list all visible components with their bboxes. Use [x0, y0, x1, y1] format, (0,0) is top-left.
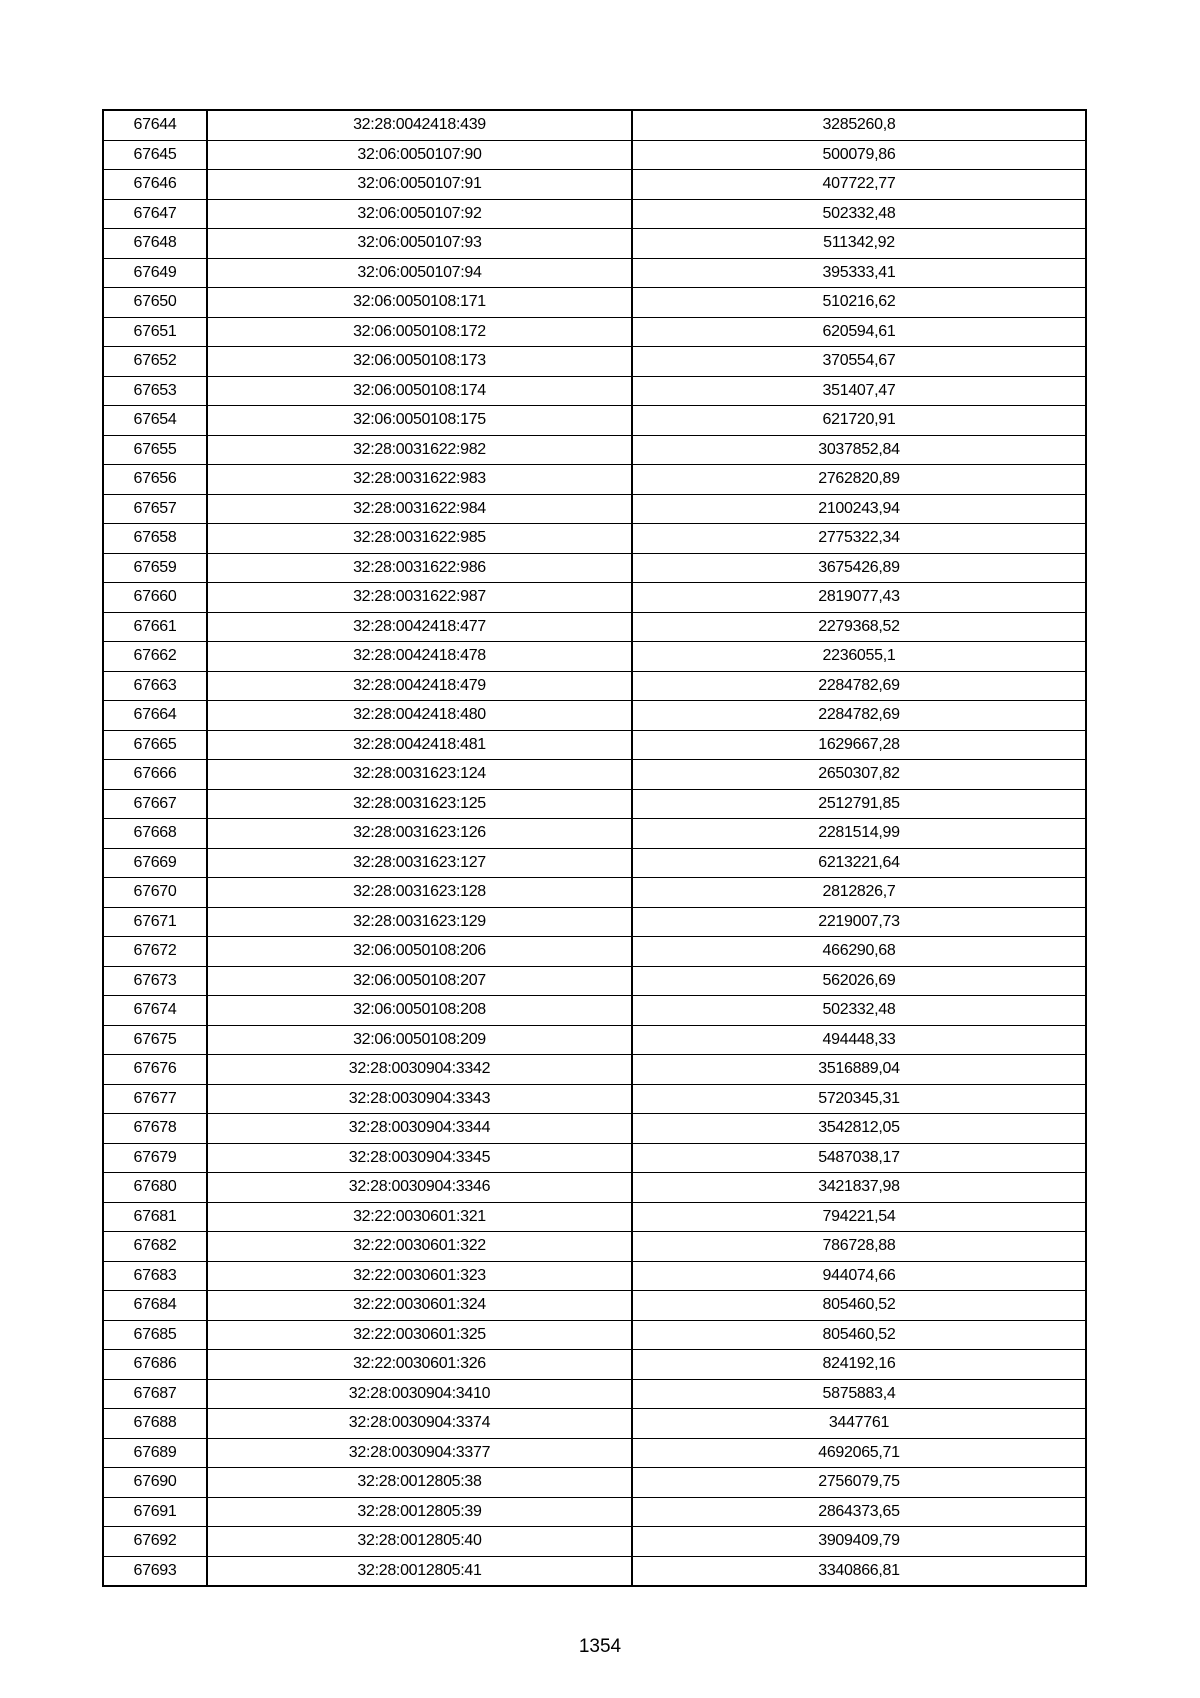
- row-number-cell: 67653: [103, 376, 207, 406]
- value-cell: 3421837,98: [632, 1173, 1086, 1203]
- table-row: [103, 376, 1086, 406]
- table-row: [103, 789, 1086, 819]
- value-cell: 351407,47: [632, 376, 1086, 406]
- row-number-cell: 67685: [103, 1320, 207, 1350]
- table-row: [103, 878, 1086, 908]
- value-cell: 2284782,69: [632, 701, 1086, 731]
- row-number-cell: 67671: [103, 907, 207, 937]
- table-row: [103, 848, 1086, 878]
- table-row: [103, 1379, 1086, 1409]
- cadastral-number-cell: 32:28:0030904:3410: [207, 1379, 632, 1409]
- table-row: [103, 612, 1086, 642]
- row-number-cell: 67654: [103, 406, 207, 436]
- cadastral-number-cell: 32:28:0030904:3374: [207, 1409, 632, 1439]
- row-number-cell: 67668: [103, 819, 207, 849]
- cadastral-number-cell: 32:28:0031623:128: [207, 878, 632, 908]
- cadastral-number-cell: 32:06:0050107:92: [207, 199, 632, 229]
- cadastral-number-cell: 32:28:0031623:129: [207, 907, 632, 937]
- value-cell: 805460,52: [632, 1320, 1086, 1350]
- cadastral-number-cell: 32:22:0030601:325: [207, 1320, 632, 1350]
- cadastral-number-cell: 32:28:0012805:38: [207, 1468, 632, 1498]
- table-row: [103, 110, 1086, 140]
- table-row: [103, 671, 1086, 701]
- row-number-cell: 67657: [103, 494, 207, 524]
- cadastral-number-cell: 32:28:0030904:3344: [207, 1114, 632, 1144]
- value-cell: 5720345,31: [632, 1084, 1086, 1114]
- value-cell: 2756079,75: [632, 1468, 1086, 1498]
- row-number-cell: 67684: [103, 1291, 207, 1321]
- row-number-cell: 67677: [103, 1084, 207, 1114]
- value-cell: 3675426,89: [632, 553, 1086, 583]
- cadastral-number-cell: 32:06:0050108:173: [207, 347, 632, 377]
- table-row: [103, 996, 1086, 1026]
- value-cell: 2236055,1: [632, 642, 1086, 672]
- table-row: [103, 1114, 1086, 1144]
- value-cell: 510216,62: [632, 288, 1086, 318]
- table-row: [103, 1320, 1086, 1350]
- value-cell: 2819077,43: [632, 583, 1086, 613]
- cadastral-number-cell: 32:06:0050108:209: [207, 1025, 632, 1055]
- table-body: [103, 110, 1086, 1586]
- table-row: [103, 583, 1086, 613]
- table-row: [103, 1468, 1086, 1498]
- table-row: [103, 1291, 1086, 1321]
- row-number-cell: 67646: [103, 170, 207, 200]
- table-row: [103, 288, 1086, 318]
- cadastral-number-cell: 32:28:0030904:3343: [207, 1084, 632, 1114]
- row-number-cell: 67688: [103, 1409, 207, 1439]
- table-row: [103, 1055, 1086, 1085]
- row-number-cell: 67660: [103, 583, 207, 613]
- table-row: [103, 701, 1086, 731]
- value-cell: 794221,54: [632, 1202, 1086, 1232]
- cadastral-number-cell: 32:28:0031623:125: [207, 789, 632, 819]
- table-row: [103, 199, 1086, 229]
- cadastral-number-cell: 32:22:0030601:324: [207, 1291, 632, 1321]
- cadastral-number-cell: 32:28:0042418:477: [207, 612, 632, 642]
- table-row: [103, 1409, 1086, 1439]
- cadastral-number-cell: 32:06:0050107:94: [207, 258, 632, 288]
- value-cell: 370554,67: [632, 347, 1086, 377]
- cadastral-number-cell: 32:28:0031623:127: [207, 848, 632, 878]
- cadastral-number-cell: 32:22:0030601:323: [207, 1261, 632, 1291]
- table-row: [103, 1202, 1086, 1232]
- cadastral-number-cell: 32:28:0030904:3346: [207, 1173, 632, 1203]
- table-row: [103, 907, 1086, 937]
- table-row: [103, 1025, 1086, 1055]
- row-number-cell: 67693: [103, 1556, 207, 1586]
- row-number-cell: 67672: [103, 937, 207, 967]
- value-cell: 5875883,4: [632, 1379, 1086, 1409]
- cadastral-number-cell: 32:28:0030904:3342: [207, 1055, 632, 1085]
- row-number-cell: 67650: [103, 288, 207, 318]
- row-number-cell: 67664: [103, 701, 207, 731]
- table-row: [103, 937, 1086, 967]
- row-number-cell: 67656: [103, 465, 207, 495]
- value-cell: 407722,77: [632, 170, 1086, 200]
- row-number-cell: 67686: [103, 1350, 207, 1380]
- value-cell: 5487038,17: [632, 1143, 1086, 1173]
- value-cell: 3447761: [632, 1409, 1086, 1439]
- table-row: [103, 465, 1086, 495]
- table-row: [103, 819, 1086, 849]
- row-number-cell: 67648: [103, 229, 207, 259]
- table-row: [103, 1232, 1086, 1262]
- row-number-cell: 67673: [103, 966, 207, 996]
- row-number-cell: 67662: [103, 642, 207, 672]
- cadastral-number-cell: 32:06:0050108:175: [207, 406, 632, 436]
- value-cell: 3909409,79: [632, 1527, 1086, 1557]
- table-row: [103, 1173, 1086, 1203]
- page-number: 1354: [578, 1636, 622, 1657]
- value-cell: 786728,88: [632, 1232, 1086, 1262]
- value-cell: 2281514,99: [632, 819, 1086, 849]
- cadastral-number-cell: 32:28:0012805:41: [207, 1556, 632, 1586]
- row-number-cell: 67665: [103, 730, 207, 760]
- value-cell: 2219007,73: [632, 907, 1086, 937]
- value-cell: 3340866,81: [632, 1556, 1086, 1586]
- cadastral-number-cell: 32:06:0050108:207: [207, 966, 632, 996]
- cadastral-number-cell: 32:28:0012805:40: [207, 1527, 632, 1557]
- value-cell: 2775322,34: [632, 524, 1086, 554]
- value-cell: 2279368,52: [632, 612, 1086, 642]
- cadastral-number-cell: 32:06:0050107:91: [207, 170, 632, 200]
- table-row: [103, 494, 1086, 524]
- table-row: [103, 730, 1086, 760]
- table-row: [103, 524, 1086, 554]
- row-number-cell: 67690: [103, 1468, 207, 1498]
- value-cell: 1629667,28: [632, 730, 1086, 760]
- row-number-cell: 67674: [103, 996, 207, 1026]
- table-row: [103, 553, 1086, 583]
- cadastral-number-cell: 32:06:0050108:172: [207, 317, 632, 347]
- row-number-cell: 67681: [103, 1202, 207, 1232]
- value-cell: 494448,33: [632, 1025, 1086, 1055]
- value-cell: 620594,61: [632, 317, 1086, 347]
- row-number-cell: 67647: [103, 199, 207, 229]
- row-number-cell: 67645: [103, 140, 207, 170]
- cadastral-number-cell: 32:28:0031622:982: [207, 435, 632, 465]
- cadastral-number-cell: 32:28:0031622:984: [207, 494, 632, 524]
- value-cell: 2512791,85: [632, 789, 1086, 819]
- table-row: [103, 1556, 1086, 1586]
- row-number-cell: 67655: [103, 435, 207, 465]
- table-row: [103, 317, 1086, 347]
- cadastral-number-cell: 32:28:0031623:124: [207, 760, 632, 790]
- value-cell: 562026,69: [632, 966, 1086, 996]
- row-number-cell: 67670: [103, 878, 207, 908]
- row-number-cell: 67691: [103, 1497, 207, 1527]
- table-row: [103, 1497, 1086, 1527]
- table-row: [103, 406, 1086, 436]
- cadastral-number-cell: 32:06:0050107:93: [207, 229, 632, 259]
- cadastral-number-cell: 32:28:0030904:3345: [207, 1143, 632, 1173]
- value-cell: 621720,91: [632, 406, 1086, 436]
- cadastral-number-cell: 32:28:0031622:985: [207, 524, 632, 554]
- cadastral-number-cell: 32:28:0031622:986: [207, 553, 632, 583]
- cadastral-number-cell: 32:28:0042418:481: [207, 730, 632, 760]
- row-number-cell: 67682: [103, 1232, 207, 1262]
- row-number-cell: 67687: [103, 1379, 207, 1409]
- cadastral-number-cell: 32:28:0031623:126: [207, 819, 632, 849]
- row-number-cell: 67675: [103, 1025, 207, 1055]
- row-number-cell: 67692: [103, 1527, 207, 1557]
- value-cell: 3285260,8: [632, 110, 1086, 140]
- table-row: [103, 1438, 1086, 1468]
- cadastral-number-cell: 32:28:0012805:39: [207, 1497, 632, 1527]
- cadastral-number-cell: 32:28:0042418:479: [207, 671, 632, 701]
- cadastral-number-cell: 32:28:0030904:3377: [207, 1438, 632, 1468]
- value-cell: 2100243,94: [632, 494, 1086, 524]
- row-number-cell: 67658: [103, 524, 207, 554]
- cadastral-number-cell: 32:06:0050108:174: [207, 376, 632, 406]
- cadastral-value-table: [102, 109, 1087, 1587]
- row-number-cell: 67661: [103, 612, 207, 642]
- table-row: [103, 347, 1086, 377]
- value-cell: 2812826,7: [632, 878, 1086, 908]
- row-number-cell: 67669: [103, 848, 207, 878]
- row-number-cell: 67644: [103, 110, 207, 140]
- row-number-cell: 67676: [103, 1055, 207, 1085]
- cadastral-number-cell: 32:22:0030601:326: [207, 1350, 632, 1380]
- table-row: [103, 170, 1086, 200]
- cadastral-number-cell: 32:22:0030601:321: [207, 1202, 632, 1232]
- cadastral-number-cell: 32:22:0030601:322: [207, 1232, 632, 1262]
- table-row: [103, 1261, 1086, 1291]
- row-number-cell: 67667: [103, 789, 207, 819]
- table-row: [103, 1143, 1086, 1173]
- cadastral-number-cell: 32:28:0042418:480: [207, 701, 632, 731]
- cadastral-number-cell: 32:28:0031622:983: [207, 465, 632, 495]
- cadastral-number-cell: 32:28:0031622:987: [207, 583, 632, 613]
- row-number-cell: 67652: [103, 347, 207, 377]
- row-number-cell: 67649: [103, 258, 207, 288]
- table-row: [103, 1350, 1086, 1380]
- row-number-cell: 67689: [103, 1438, 207, 1468]
- row-number-cell: 67680: [103, 1173, 207, 1203]
- value-cell: 6213221,64: [632, 848, 1086, 878]
- value-cell: 466290,68: [632, 937, 1086, 967]
- table-row: [103, 642, 1086, 672]
- value-cell: 3037852,84: [632, 435, 1086, 465]
- value-cell: 3516889,04: [632, 1055, 1086, 1085]
- cadastral-number-cell: 32:06:0050108:171: [207, 288, 632, 318]
- row-number-cell: 67683: [103, 1261, 207, 1291]
- value-cell: 2650307,82: [632, 760, 1086, 790]
- cadastral-number-cell: 32:06:0050108:206: [207, 937, 632, 967]
- row-number-cell: 67659: [103, 553, 207, 583]
- value-cell: 395333,41: [632, 258, 1086, 288]
- table-row: [103, 435, 1086, 465]
- value-cell: 2762820,89: [632, 465, 1086, 495]
- value-cell: 4692065,71: [632, 1438, 1086, 1468]
- table-row: [103, 966, 1086, 996]
- row-number-cell: 67678: [103, 1114, 207, 1144]
- cadastral-number-cell: 32:06:0050108:208: [207, 996, 632, 1026]
- table-row: [103, 1527, 1086, 1557]
- row-number-cell: 67679: [103, 1143, 207, 1173]
- value-cell: 805460,52: [632, 1291, 1086, 1321]
- value-cell: 944074,66: [632, 1261, 1086, 1291]
- table-row: [103, 140, 1086, 170]
- table-row: [103, 258, 1086, 288]
- value-cell: 2864373,65: [632, 1497, 1086, 1527]
- cadastral-number-cell: 32:28:0042418:478: [207, 642, 632, 672]
- row-number-cell: 67666: [103, 760, 207, 790]
- value-cell: 502332,48: [632, 996, 1086, 1026]
- row-number-cell: 67663: [103, 671, 207, 701]
- value-cell: 2284782,69: [632, 671, 1086, 701]
- value-cell: 500079,86: [632, 140, 1086, 170]
- cadastral-number-cell: 32:28:0042418:439: [207, 110, 632, 140]
- value-cell: 824192,16: [632, 1350, 1086, 1380]
- value-cell: 502332,48: [632, 199, 1086, 229]
- value-cell: 3542812,05: [632, 1114, 1086, 1144]
- row-number-cell: 67651: [103, 317, 207, 347]
- table-row: [103, 760, 1086, 790]
- cadastral-number-cell: 32:06:0050107:90: [207, 140, 632, 170]
- table-row: [103, 229, 1086, 259]
- value-cell: 511342,92: [632, 229, 1086, 259]
- table-row: [103, 1084, 1086, 1114]
